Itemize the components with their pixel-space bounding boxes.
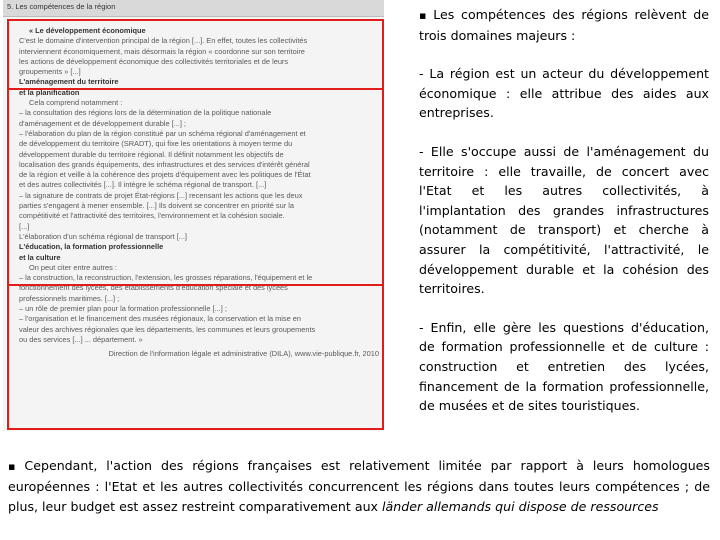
document-line: les actions de développement économique des collectivités territoriales et de leurs [19, 56, 289, 66]
document-line: – la consultation des régions lors de la détermination de la politique nationale [19, 108, 272, 118]
document-line: localisation des grands équipements, des infrastructures et des services d'intérêt général [19, 159, 310, 169]
document-line: développement durable du territoire régional. Il définit notamment les objectifs de [19, 149, 284, 159]
document-line: fonctionnement des lycées, des établissements d'éducation spéciale et des lycées [19, 283, 288, 293]
intro-paragraph: ▪ Les compétences des régions relèvent de trois domaines majeurs : [419, 7, 709, 43]
highlight-box-planning [7, 88, 384, 286]
economic-paragraph: - La région est un acteur du développement économique : elle attribue des aides aux entreprises. [419, 66, 709, 121]
square-bullet-icon: ▪ [419, 9, 430, 22]
document-header [3, 0, 384, 17]
planning-paragraph: - Elle s'occupe aussi de l'aménagement du territoire : elle travaille, de concert avec l'Etat et les autres collectivités, à l'implantation des grandes infrastructures (notamment de transport) et cherche à assurer la compétitivité, l'attractivité, le développement durable et la cohésion des territoires. [419, 143, 709, 297]
document-line: Direction de l'information légale et administrative (DILA), www.vie-publique.fr, 2010 [108, 349, 379, 359]
document-line: ou des services [...] ... département. » [19, 334, 143, 344]
document-line: de développement du territoire (SRADT), qui fixe les orientations à moyen terme du [19, 139, 293, 149]
right-text-column [419, 5, 709, 435]
document-line: – la signature de contrats de projet État-régions [...] recensant les actions que les deux [19, 190, 303, 200]
document-line: et des autres collectivités [...]. Il intègre le schéma régional de transport. [...] [19, 180, 267, 190]
document-line: [...] [19, 221, 30, 231]
square-bullet-icon: ▪ [8, 460, 21, 473]
document-line: C'est le domaine d'intervention principal de la région [...]. En effet, toutes les collectivités [19, 36, 308, 46]
document-line: compétitivité et l'attractivité des territoires, l'environnement et la cohésion sociale. [19, 211, 285, 221]
document-line: parties s'engagent à mener ensemble. [...] Ils doivent se concentrer en priorité sur la [19, 201, 295, 211]
highlight-box-economic [7, 19, 384, 90]
document-line: L'aménagement du territoire [19, 77, 119, 87]
document-line: – la construction, la reconstruction, l'extension, les grosses réparations, l'équipement et le [19, 273, 313, 283]
document-line: valeur des archives régionales que les départements, les communes et leurs groupements [19, 324, 316, 334]
document-line: – l'élaboration du plan de la région constitué par un schéma régional d'aménagement et [19, 128, 306, 138]
document-line: « Le développement économique [29, 26, 146, 35]
document-line: professionnels maritimes. [...] ; [19, 293, 120, 303]
document-line: – l'organisation et le financement des musées régionaux, la conservation et la mise en [19, 314, 302, 324]
document-header-title: 5. Les compétences de la région [7, 2, 116, 11]
highlight-box-education [7, 284, 384, 430]
bottom-paragraph [8, 456, 710, 517]
document-line: d'aménagement et de développement durable [...] ; [19, 118, 186, 128]
document-line: L'éducation, la formation professionnelle [19, 242, 164, 252]
document-line: L'élaboration d'un schéma régional de transport [...] [19, 231, 187, 241]
document-line: et la culture [19, 252, 61, 262]
bottom-text: Cependant, l'action des régions françaises est relativement limitée par rapport à leurs homologues européennes : l'Etat et les autres collectivités concurrencent les régions dans toutes leurs compétences ; de plus, leur budget est assez restreint comparativement aux [8, 458, 710, 514]
document-line: groupements » [...] [19, 67, 81, 77]
education-paragraph: - Enfin, elle gère les questions d'éducation, de formation professionnelle et de culture : construction et entretien des lycées, financement de la formation professionnelle, de musées et de sites touristiques. [419, 319, 709, 414]
document-line: – un rôle de premier plan pour la formation professionnelle [...] ; [19, 304, 227, 314]
document-line: et la planification [19, 87, 80, 97]
document-line: On peut citer entre autres : [29, 262, 117, 272]
bottom-italic-text: länder allemands qui dispose de ressources [382, 499, 659, 514]
document-line: interviennent économiquement, mais désormais la région « coordonne sur son territoire [19, 46, 305, 56]
document-line: de la région et veille à la cohérence des projets d'équipement avec les politiques de l'État [19, 170, 311, 180]
document-line: Cela comprend notamment : [29, 98, 123, 108]
